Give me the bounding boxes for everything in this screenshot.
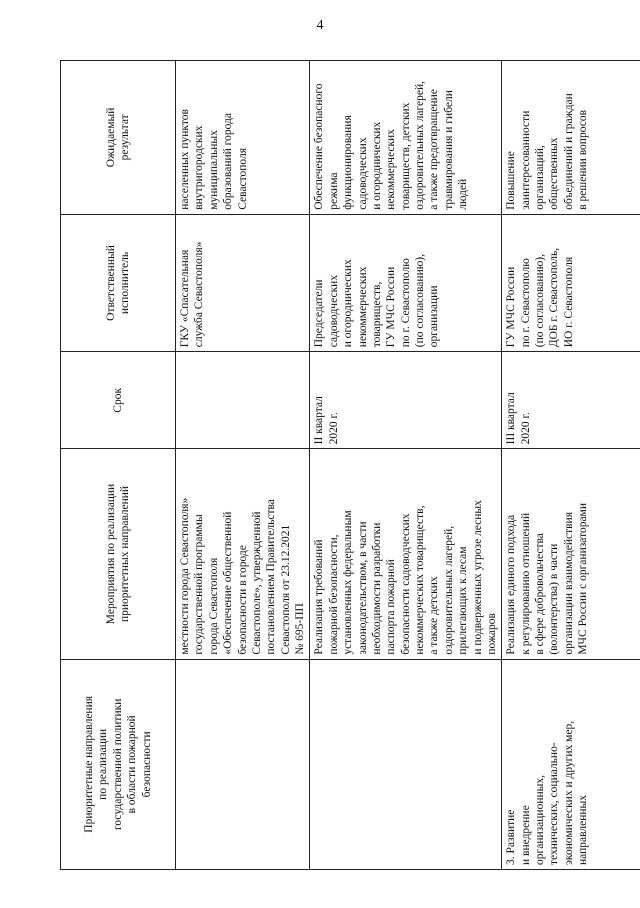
cell-executor: ГУ МЧС России по г. Севастополю (по согласованию), ДОБ г. Севастополь, ИО г. Севастополя (502, 214, 640, 352)
header-measures: Мероприятия по реализации приоритетных направлений (61, 449, 176, 659)
cell-measures: Реализация требований пожарной безопасности, установленных федеральным законодательством, в части необходимости разработки паспорта пожарной безопасности садоводческих некоммерческих товариществ, а также детских оздоровительных лагерей, прилегающих к лесам и подверженных угрозе лесных пожаров (310, 449, 502, 659)
header-direction: Приоритетные направления по реализации государственной политики в области пожарной безопасности (61, 659, 176, 869)
cell-executor: Председатели садоводческих и огороднических некоммерческих товариществ, ГУ МЧС России по г. Севастополю (по согласованию), организации (310, 214, 502, 352)
header-term: Срок (61, 352, 176, 449)
cell-direction (310, 659, 502, 869)
table-header-row (61, 61, 176, 870)
table-row (310, 61, 502, 870)
header-executor: Ответственный исполнитель (61, 214, 176, 352)
cell-measures: местности города Севастополя» государственной программы города Севастополя «Обеспечение общественной безопасности в городе Севастополе», утвержденной постановлением Правительства Севастополя от 23.12.2021 № 695-ПП (176, 449, 310, 659)
cell-result: населенных пунктов внутригородских муниципальных образований города Севастополя (176, 61, 310, 215)
rotated-table-container (60, 60, 610, 870)
header-result: Ожидаемый результат (61, 61, 176, 215)
cell-result: Обеспечение безопасного режима функционирования садоводческих и огороднических некоммерческих товариществ, детских оздоровительных лагерей, а также предотвращение травмирования и гибели людей (310, 61, 502, 215)
cell-direction (176, 659, 310, 869)
cell-direction: 3. Развитие и внедрение организационных, технических, социально- экономических и других мер, направленных (502, 659, 640, 869)
measures-table (60, 60, 640, 870)
cell-measures: Реализация единого подхода к регулированию отношений в сфере добровольчества (волонтерства) в части организации взаимодействия МЧС России с организаторами (502, 449, 640, 659)
cell-executor: ГКУ «Спасательная служба Севастополя» (176, 214, 310, 352)
cell-term: II квартал 2020 г. (310, 352, 502, 449)
cell-term (176, 352, 310, 449)
page-number: 4 (316, 18, 324, 33)
cell-result: Повышение заинтересованности организаций, общественных объединений и граждан в решении вопросов (502, 61, 640, 215)
table-row (502, 61, 640, 870)
table-row (176, 61, 310, 870)
cell-term: III квартал 2020 г. (502, 352, 640, 449)
